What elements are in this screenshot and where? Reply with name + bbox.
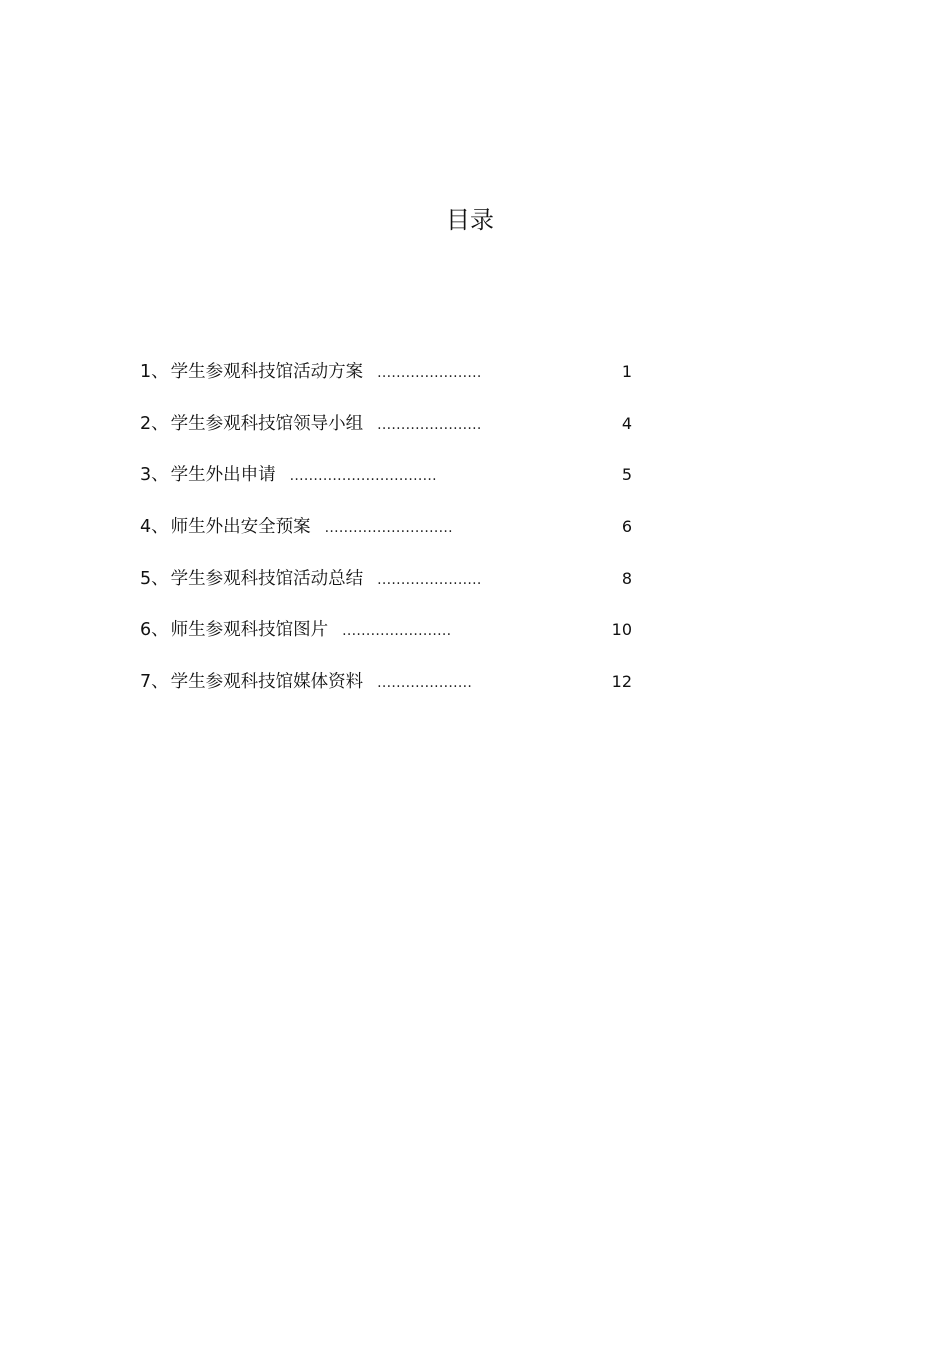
- toc-entry[interactable]: [140, 565, 632, 617]
- toc-entry[interactable]: [140, 668, 632, 720]
- page-title: 目录: [446, 206, 494, 234]
- toc-entry-page: 1: [621, 362, 632, 381]
- toc-entry-label: 师生外出安全预案: [170, 517, 311, 538]
- toc-entry-number: 2、: [140, 413, 169, 434]
- toc-entry-page: 8: [621, 568, 632, 588]
- table-of-contents: [140, 358, 632, 720]
- toc-entry-page: 5: [621, 465, 632, 485]
- toc-entry-number: 7、: [140, 672, 169, 693]
- toc-entry-number: 4、: [140, 517, 169, 538]
- toc-entry[interactable]: [140, 461, 632, 513]
- toc-entry-label: 学生参观科技馆活动方案: [170, 362, 364, 382]
- toc-entry-label: 师生参观科技馆图片: [170, 620, 329, 641]
- toc-entry-label: 学生外出申请: [170, 465, 276, 486]
- toc-dot-leader: ......................: [377, 416, 482, 433]
- toc-entry-number: 6、: [140, 620, 169, 641]
- toc-dot-leader: ....................: [377, 675, 473, 692]
- toc-entry-page: 12: [611, 672, 632, 692]
- toc-entry-number: 5、: [140, 568, 169, 589]
- toc-entry-number: 3、: [140, 465, 169, 486]
- toc-entry-page: 10: [611, 620, 632, 640]
- toc-entry-page: 6: [621, 517, 632, 537]
- toc-entry[interactable]: [140, 358, 632, 410]
- toc-dot-leader: ......................: [377, 365, 482, 381]
- toc-entry-number: 1、: [140, 362, 169, 382]
- toc-entry[interactable]: [140, 616, 632, 668]
- toc-entry-page: 4: [621, 413, 632, 433]
- toc-dot-leader: ......................: [377, 571, 482, 588]
- toc-entry-label: 学生参观科技馆领导小组: [170, 413, 364, 434]
- toc-dot-leader: ...........................: [324, 520, 453, 537]
- toc-entry[interactable]: [140, 410, 632, 462]
- toc-entry-label: 学生参观科技馆媒体资料: [170, 672, 364, 693]
- toc-entry-label: 学生参观科技馆活动总结: [170, 568, 364, 589]
- toc-entry[interactable]: [140, 513, 632, 565]
- toc-dot-leader: ...............................: [289, 468, 437, 485]
- toc-dot-leader: .......................: [342, 623, 452, 640]
